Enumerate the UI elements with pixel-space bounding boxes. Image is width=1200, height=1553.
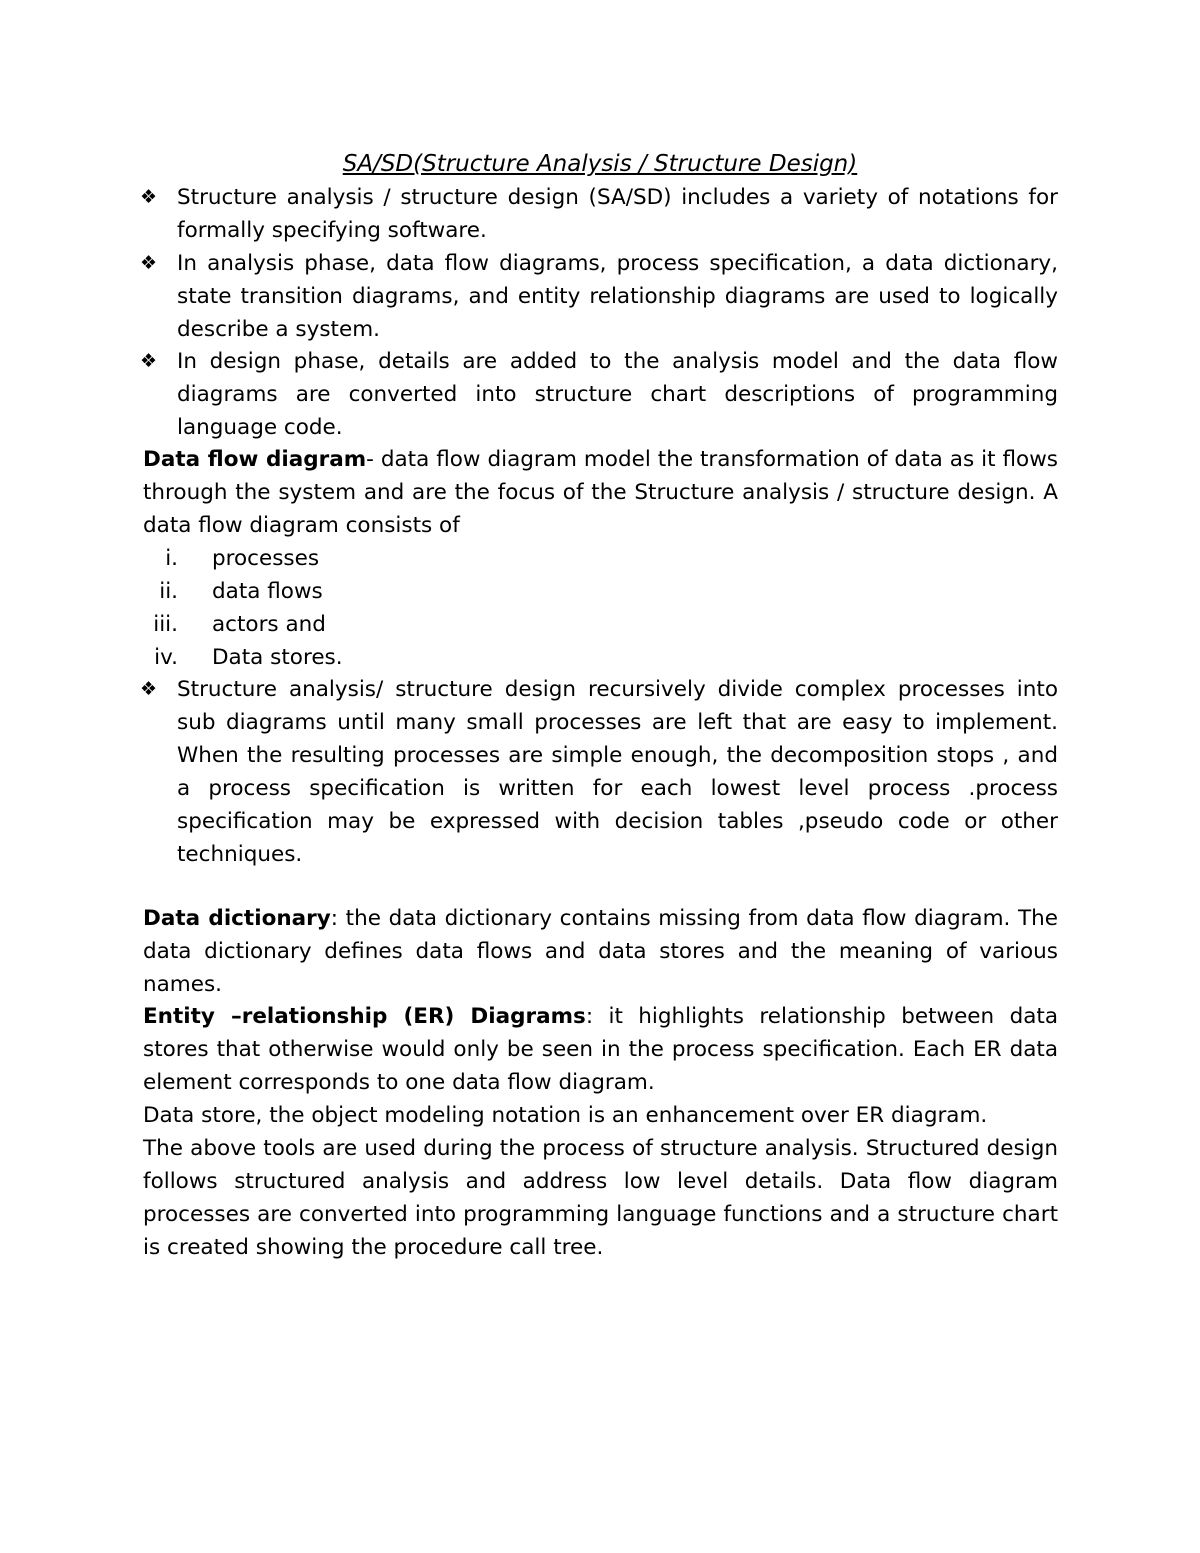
list-item-text: actors and xyxy=(212,612,326,637)
data-store-line: Data store, the object modeling notation is an enhancement over ER diagram. xyxy=(143,1103,988,1128)
diamond-bullet-icon: ❖ xyxy=(140,350,158,372)
list-item xyxy=(130,608,730,641)
dfd-components-list xyxy=(130,542,730,674)
er-paragraph xyxy=(143,1000,1058,1099)
data-dictionary-text: : the data dictionary contains missing from data flow diagram. The data dictionary defines data flows and data stores and the meaning of various names. xyxy=(143,906,1059,997)
list-item xyxy=(130,641,730,674)
bullet-text: Structure analysis / structure design (SA/SD) includes a variety of notations for formally specifying software. xyxy=(177,185,1058,243)
diamond-bullet-icon: ❖ xyxy=(140,678,158,700)
closing-paragraph: The above tools are used during the process of structure analysis. Structured design follows structured analysis and address low level details. Data flow diagram processes are converted into programming language functions and a structure chart is created showing the procedure call tree. xyxy=(143,1136,1058,1260)
list-item-text: Data stores. xyxy=(212,645,343,670)
diamond-bullet-icon: ❖ xyxy=(140,186,158,208)
list-item-text: data flows xyxy=(212,579,323,604)
er-term: Entity –relationship (ER) Diagrams xyxy=(143,1004,586,1029)
bullet-text: Structure analysis/ structure design recursively divide complex processes into sub diagrams until many small processes are left that are easy to implement. When the resulting processes are simple enough, the decomposition stops , and a process specification is written for each lowest level process .process specification may be expressed with decision tables ,pseudo code or other techniques. xyxy=(177,677,1058,867)
er-text: : it highlights relationship between data stores that otherwise would only be seen in the process specification. Each ER data element corresponds to one data flow diagram. xyxy=(143,1004,1058,1095)
dfd-text: - data flow diagram model the transformation of data as it flows through the system and are the focus of the Structure analysis / structure design. A data flow diagram consists of xyxy=(143,447,1058,538)
list-item-number: iv. xyxy=(154,645,178,670)
list-item-number: i. xyxy=(165,546,178,571)
data-dictionary-term: Data dictionary xyxy=(143,906,331,931)
bullet-text: In analysis phase, data flow diagrams, process specification, a data dictionary, state transition diagrams, and entity relationship diagrams are used to logically describe a system. xyxy=(177,251,1058,342)
diamond-bullet-icon: ❖ xyxy=(140,252,158,274)
data-dictionary-paragraph xyxy=(143,902,1058,1001)
dfd-paragraph xyxy=(143,443,1058,542)
list-item xyxy=(130,542,730,575)
list-item-number: ii. xyxy=(159,579,178,604)
bullet-text: In design phase, details are added to the analysis model and the data flow diagrams are converted into structure chart descriptions of programming language code. xyxy=(177,349,1058,440)
page-title: SA/SD(Structure Analysis / Structure Design) xyxy=(342,151,858,177)
list-item xyxy=(130,575,730,608)
dfd-term: Data flow diagram xyxy=(143,447,367,472)
list-item-text: processes xyxy=(212,546,320,571)
list-item-number: iii. xyxy=(153,612,178,637)
